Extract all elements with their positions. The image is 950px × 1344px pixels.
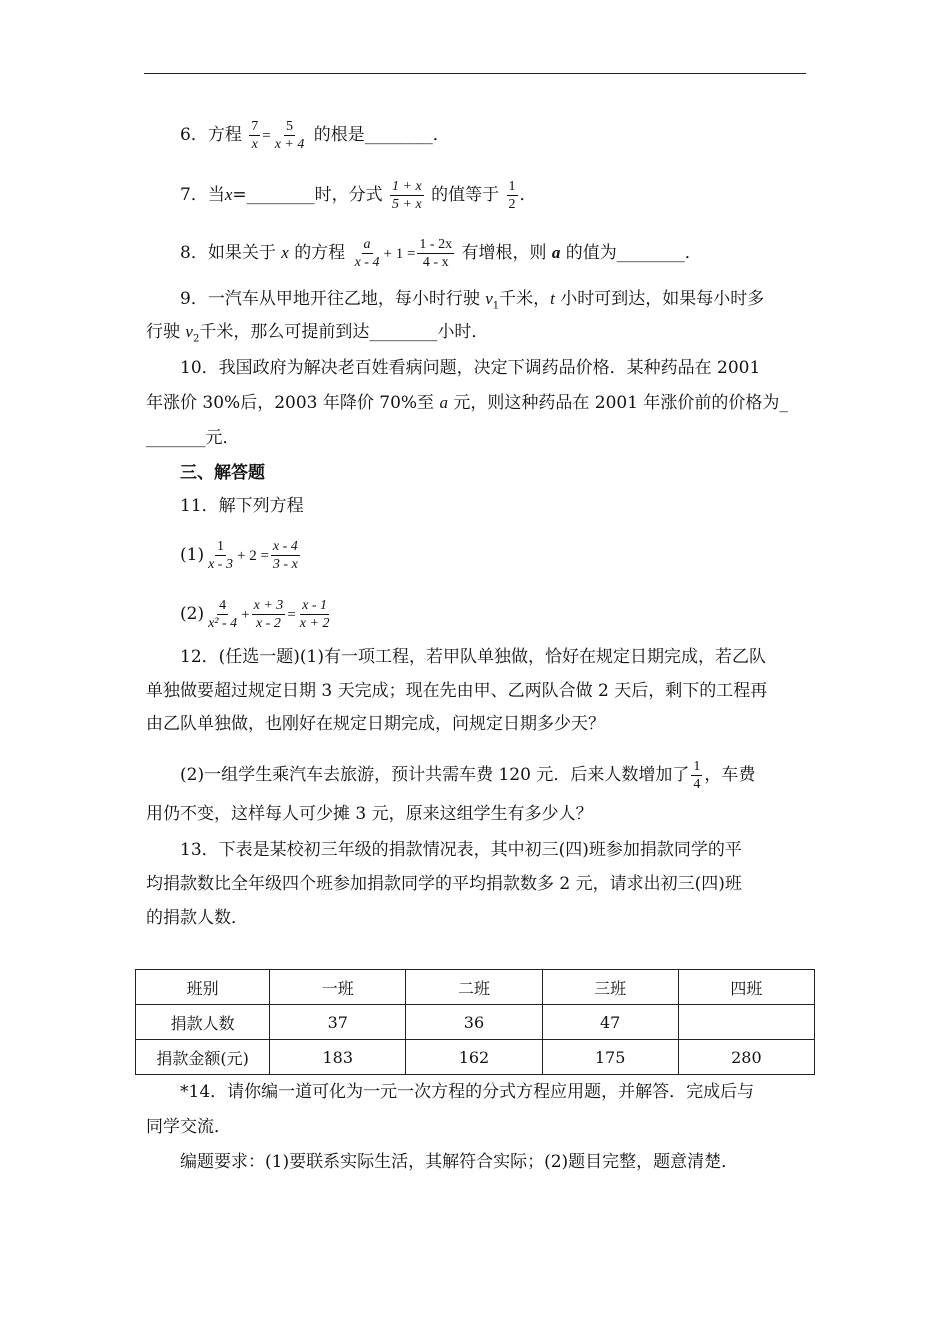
question-14-line-2: 同学交流． bbox=[146, 1117, 231, 1137]
table-cell: 四班 bbox=[678, 970, 814, 1005]
fraction: $\frac{x - 4}{3 - x}$ bbox=[272, 539, 298, 572]
fraction: $\frac{7}{x}$ bbox=[251, 119, 259, 152]
fraction: $\frac{1}{x - 3}$ bbox=[208, 539, 233, 572]
fraction: $\frac{x + 3}{x - 2}$ bbox=[253, 598, 284, 631]
table-cell: 175 bbox=[542, 1040, 678, 1075]
question-11-title: 11．解下列方程 bbox=[180, 496, 304, 516]
table-cell: 班别 bbox=[136, 970, 270, 1005]
table-cell: 162 bbox=[406, 1040, 542, 1075]
table-cell: 183 bbox=[270, 1040, 406, 1075]
table-cell: 二班 bbox=[406, 970, 542, 1005]
fraction: $\frac{1}{4}$ bbox=[693, 759, 701, 792]
question-12-line-4: (2)一组学生乘汽车去旅游，预计共需车费 120 元．后来人数增加了 $\frac{1}{4}$ ，车费 bbox=[180, 759, 756, 792]
question-12-line-2: 单独做要超过规定日期 3 天完成；现在先由甲、乙两队合做 2 天后，剩下的工程再 bbox=[146, 681, 768, 701]
table-row bbox=[136, 1040, 815, 1075]
donation-table bbox=[135, 969, 815, 1075]
question-13-line-1: 13．下表是某校初三年级的捐款情况表，其中初三(四)班参加捐款同学的平 bbox=[180, 840, 742, 860]
question-11-part-1: (1) $\frac{1}{x - 3}$ + 2 = $\frac{x - 4}{3 - x}$ bbox=[180, 539, 298, 572]
question-10-line-1: 10．我国政府为解决老百姓看病问题，决定下调药品价格．某种药品在 2001 bbox=[180, 358, 761, 378]
table-cell: 三班 bbox=[542, 970, 678, 1005]
question-14-line-1: *14．请你编一道可化为一元一次方程的分式方程应用题，并解答．完成后与 bbox=[180, 1082, 755, 1102]
question-6: 6．方程 $\frac{7}{x}$ = $\frac{5}{x + 4}$ 的根是________． bbox=[180, 119, 450, 152]
question-13-line-3: 的捐款人数． bbox=[146, 908, 248, 928]
table-cell: 37 bbox=[270, 1005, 406, 1040]
question-9-line-2: 行驶 $v_2$千米，那么可提前到达________小时． bbox=[146, 322, 489, 345]
fraction: $\frac{1 - 2x}{4 - x}$ bbox=[419, 237, 453, 270]
table-row bbox=[136, 970, 815, 1005]
header-rule bbox=[144, 73, 806, 74]
question-9-line-1: 9．一汽车从甲地开往乙地，每小时行驶 $v_1$千米，t 小时可到达，如果每小时多 bbox=[180, 289, 765, 312]
fraction: $\frac{5}{x + 4}$ bbox=[274, 119, 305, 152]
question-10-line-3: _______元． bbox=[146, 428, 240, 448]
table-cell: 280 bbox=[678, 1040, 814, 1075]
question-12-line-1: 12．(任选一题)(1)有一项工程，若甲队单独做，恰好在规定日期完成，若乙队 bbox=[180, 647, 766, 667]
table-cell: 捐款金额(元) bbox=[136, 1040, 270, 1075]
table-cell: 47 bbox=[542, 1005, 678, 1040]
question-11-part-2: (2) $\frac{4}{\text{x² - 4}}$ + $\frac{x + 3}{x - 2}$ = $\frac{x - 1}{x + 2}$ bbox=[180, 598, 330, 631]
fraction: $\frac{a}{x - 4}$ bbox=[354, 237, 380, 270]
fraction: $\frac{4}{\text{x² - 4}}$ bbox=[208, 598, 238, 631]
table-row bbox=[136, 1005, 815, 1040]
question-13-line-2: 均捐款数比全年级四个班参加捐款同学的平均捐款数多 2 元，请求出初三(四)班 bbox=[146, 874, 742, 894]
question-12-line-3: 由乙队单独做，也刚好在规定日期完成，问规定日期多少天？ bbox=[146, 714, 605, 734]
table-cell bbox=[678, 1005, 814, 1040]
question-10-line-2: 年涨价 30%后，2003 年降价 70%至 a 元，则这种药品在 2001 年涨价前的价格为_ bbox=[146, 393, 788, 413]
question-14-line-3: 编题要求：(1)要联系实际生活，其解符合实际；(2)题目完整，题意清楚． bbox=[180, 1152, 739, 1172]
fraction: $\frac{1 + x}{5 + x}$ bbox=[392, 179, 422, 212]
fraction: $\frac{1}{2}$ bbox=[508, 179, 516, 212]
question-12-line-5: 用仍不变，这样每人可少摊 3 元，原来这组学生有多少人？ bbox=[146, 804, 593, 824]
section-heading: 三、解答题 bbox=[180, 463, 265, 483]
question-7: 7．当x=________时，分式 $\frac{1 + x}{5 + x}$ 的值等于 $\frac{1}{2}$ ． bbox=[180, 179, 537, 212]
table-cell: 捐款人数 bbox=[136, 1005, 270, 1040]
fraction: $\frac{x - 1}{x + 2}$ bbox=[299, 598, 330, 631]
table-cell: 36 bbox=[406, 1005, 542, 1040]
table-cell: 一班 bbox=[270, 970, 406, 1005]
question-8: 8．如果关于 x 的方程 $\frac{a}{x - 4}$ + 1 = $\frac{1 - 2x}{4 - x}$ 有增根，则 a 的值为________． bbox=[180, 237, 702, 270]
